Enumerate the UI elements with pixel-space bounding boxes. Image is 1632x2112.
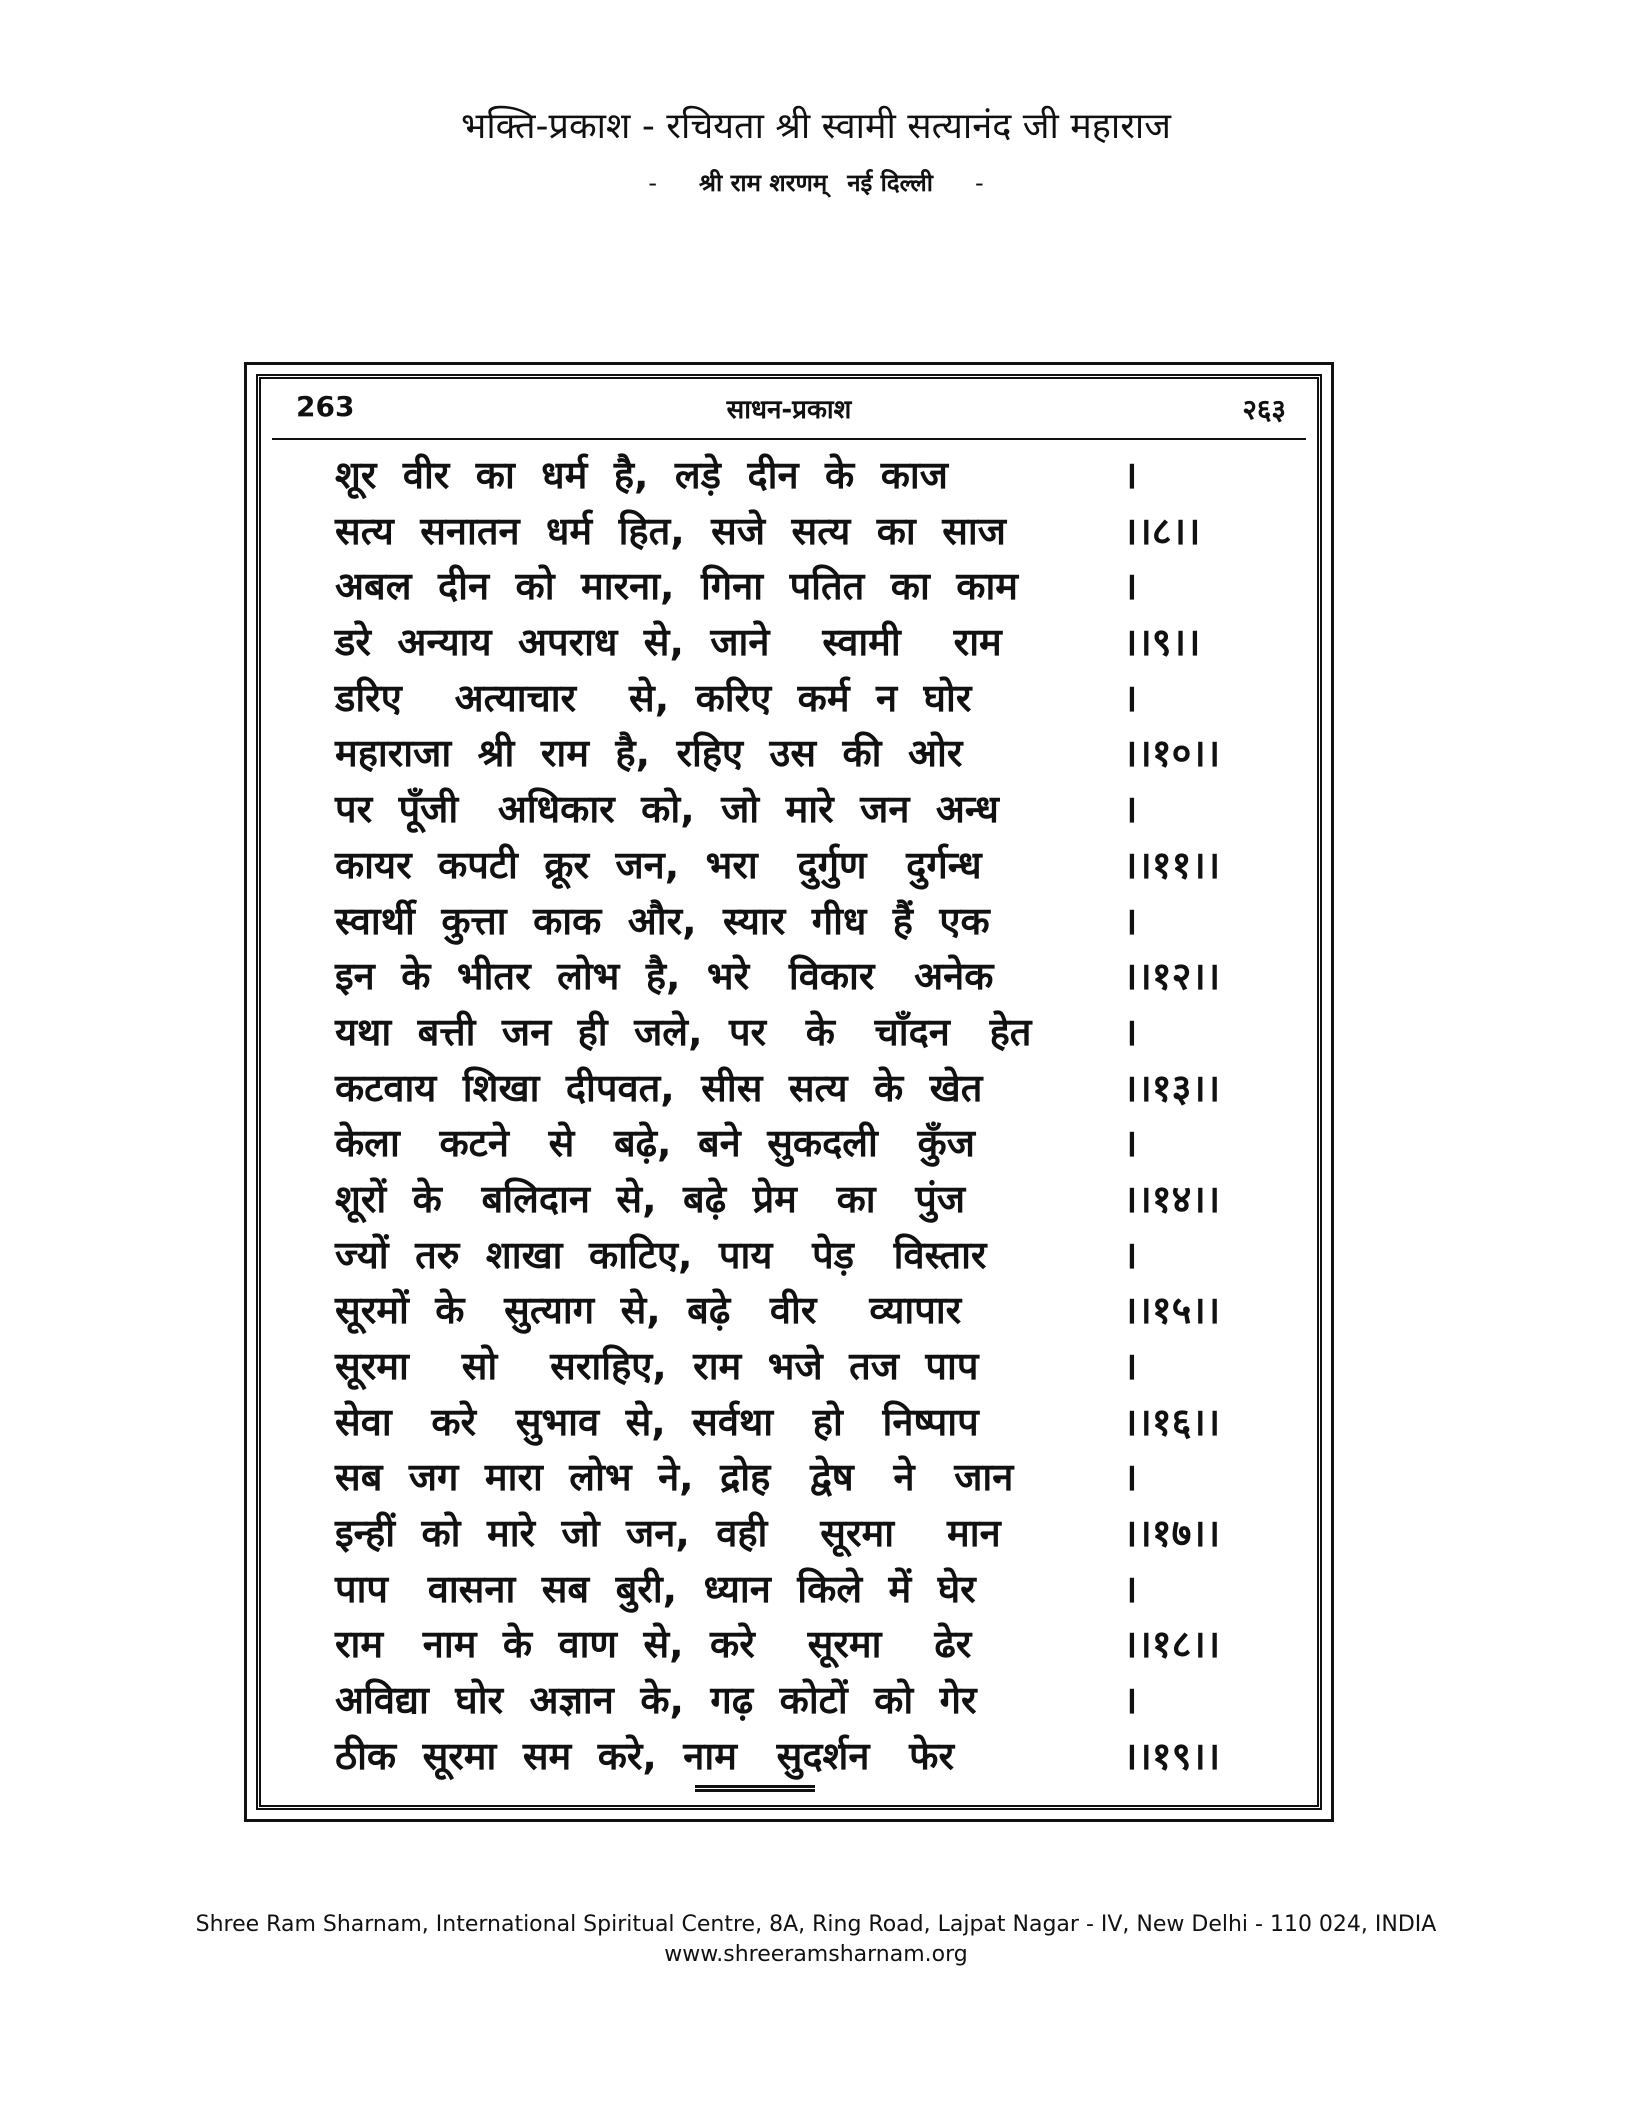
verse-text: महाराजा श्री राम है, रहिए उस की ओर	[335, 731, 963, 776]
verse-line	[335, 894, 1255, 950]
publisher-city: नई दिल्ली	[847, 169, 933, 197]
verse-line	[335, 782, 1255, 838]
verse-text: अविद्या घोर अज्ञान के, गढ़ कोटों को गेर	[335, 1678, 977, 1723]
verse-text: यथा बत्ती जन ही जले, पर के चाँदन हेत	[335, 1009, 1032, 1054]
page-number-devanagari: २६३	[1242, 393, 1286, 426]
publisher-name: श्री राम शरणम्	[699, 169, 828, 197]
section-title: साधन-प्रकाश	[726, 395, 852, 425]
verse-text: ठीक सूरमा सम करे, नाम सुदर्शन फेर	[335, 1733, 954, 1778]
verse-mark: ।।११।।	[1123, 842, 1221, 887]
verse-text: पाप वासना सब बुरी, ध्यान किले में घेर	[335, 1566, 976, 1611]
verse-line	[335, 1005, 1255, 1061]
verse-text: सूरमा सो सराहिए, राम भजे तज पाप	[335, 1344, 979, 1388]
verse-mark: ।	[1123, 564, 1138, 609]
verse-line	[335, 615, 1255, 671]
verse-mark: ।	[1123, 1121, 1138, 1166]
verse-line	[335, 559, 1255, 615]
verse-text: इन के भीतर लोभ है, भरे विकार अनेक	[335, 954, 994, 999]
verse-line	[335, 1729, 1255, 1785]
verse-text: इन्हीं को मारे जो जन, वही सूरमा मान	[335, 1511, 1001, 1556]
verse-mark: ।	[1123, 453, 1138, 497]
page-number: 263	[296, 390, 355, 423]
verse-text: अबल दीन को मारना, गिना पतित का काम	[335, 564, 1019, 609]
verse-line	[335, 1395, 1255, 1451]
verse-mark: ।	[1123, 787, 1138, 832]
verse-line	[335, 1506, 1255, 1562]
verse-mark: ।।१०।।	[1123, 731, 1221, 776]
verse-text: स्वार्थी कुत्ता काक और, स्यार गीध हैं एक	[335, 898, 990, 943]
verse-mark: ।।१२।।	[1123, 954, 1221, 999]
verse-text: शूरों के बलिदान से, बढ़े प्रेम का पुंज	[335, 1176, 966, 1221]
verse-mark: ।।१९।।	[1123, 1733, 1221, 1778]
verse-line	[335, 504, 1255, 560]
verse-block	[335, 448, 1255, 1785]
verse-mark: ।	[1123, 1566, 1138, 1611]
book-title: भक्ति-प्रकाश - रचियता श्री स्वामी सत्यानंद जी महाराज	[461, 106, 1171, 147]
verse-mark: ।	[1123, 1232, 1138, 1277]
verse-text: डरे अन्याय अपराध से, जाने स्वामी राम	[335, 620, 1002, 665]
verse-line	[335, 1228, 1255, 1284]
verse-text: सब जग मारा लोभ ने, द्रोह द्वेष ने जान	[335, 1455, 1014, 1500]
verse-mark: ।।१६।।	[1123, 1399, 1221, 1444]
verse-line	[335, 1617, 1255, 1673]
verse-mark: ।।८।।	[1123, 508, 1201, 553]
verse-text: सूरमों के सुत्याग से, बढ़े वीर व्यापार	[335, 1288, 962, 1333]
verse-text: ज्यों तरु शाखा काटिए, पाय पेड़ विस्तार	[335, 1232, 987, 1277]
verse-line	[335, 1116, 1255, 1172]
publisher-line	[0, 166, 1632, 199]
verse-line	[335, 838, 1255, 894]
verse-line	[335, 1283, 1255, 1339]
footer-website: www.shreeramsharnam.org	[664, 1942, 968, 1967]
running-head	[256, 386, 1322, 438]
verse-text: कटवाय शिखा दीपवत, सीस सत्य के खेत	[335, 1065, 983, 1110]
verse-mark: ।	[1123, 1009, 1138, 1054]
verse-mark: ।	[1123, 675, 1138, 720]
verse-line	[335, 1562, 1255, 1618]
verse-mark: ।।१४।।	[1123, 1176, 1221, 1221]
verse-text: डरिए अत्याचार से, करिए कर्म न घोर	[335, 675, 972, 720]
end-ornament-rule	[695, 1785, 815, 1792]
verse-mark: ।।९।।	[1123, 620, 1201, 665]
verse-text: शूर वीर का धर्म है, लड़े दीन के काज	[335, 453, 948, 497]
verse-line	[335, 1339, 1255, 1395]
verse-mark: ।।१५।।	[1123, 1288, 1221, 1333]
footer-address: Shree Ram Sharnam, International Spiritual Centre, 8A, Ring Road, Lajpat Nagar - IV, New Delhi - 110 024, INDIA	[195, 1912, 1437, 1937]
verse-mark: ।।१८।।	[1123, 1622, 1221, 1667]
verse-mark: ।	[1123, 898, 1138, 943]
verse-text: कायर कपटी क्रूर जन, भरा दुर्गुण दुर्गन्ध	[335, 842, 982, 887]
publisher-left-dash: -	[648, 169, 658, 197]
verse-text: केला कटने से बढ़े, बने सुकदली कुँज	[335, 1121, 975, 1166]
verse-text: सेवा करे सुभाव से, सर्वथा हो निष्पाप	[335, 1399, 979, 1444]
verse-mark: ।।१७।।	[1123, 1511, 1221, 1556]
verse-line	[335, 1172, 1255, 1228]
verse-mark: ।	[1123, 1344, 1138, 1388]
publisher-right-dash: -	[974, 169, 984, 197]
verse-line	[335, 1061, 1255, 1117]
verse-line	[335, 1673, 1255, 1729]
verse-text: सत्य सनातन धर्म हित, सजे सत्य का साज	[335, 508, 1006, 553]
verse-line	[335, 448, 1255, 504]
running-head-rule	[272, 438, 1306, 440]
verse-mark: ।।१३।।	[1123, 1065, 1221, 1110]
verse-line	[335, 726, 1255, 782]
verse-text: पर पूँजी अधिकार को, जो मारे जन अन्ध	[335, 787, 999, 832]
verse-text: राम नाम के वाण से, करे सूरमा ढेर	[335, 1622, 972, 1667]
verse-line	[335, 949, 1255, 1005]
verse-mark: ।	[1123, 1678, 1138, 1723]
verse-line	[335, 671, 1255, 727]
verse-mark: ।	[1123, 1455, 1138, 1500]
verse-line	[335, 1450, 1255, 1506]
